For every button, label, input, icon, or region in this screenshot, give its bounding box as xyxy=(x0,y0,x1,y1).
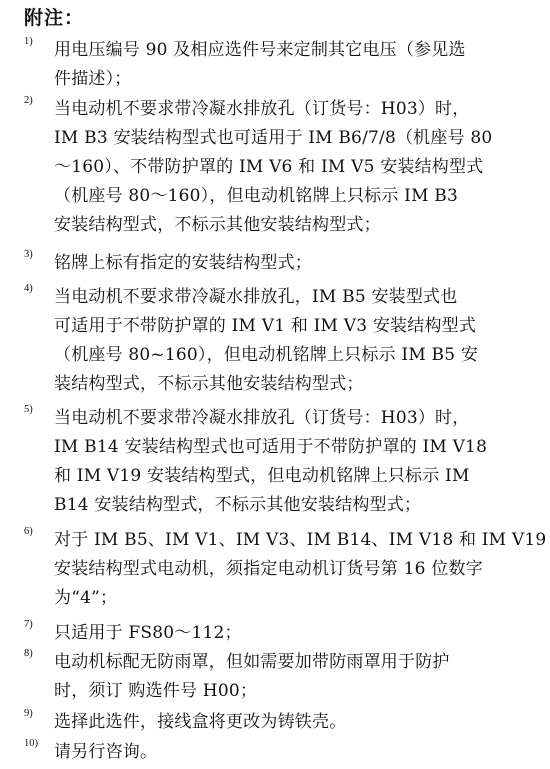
footnote-number: 1) xyxy=(24,36,33,47)
footnote-line: （机座号 80~160），但电动机铭牌上只标示 IM B5 安 xyxy=(54,345,479,365)
footnote-text xyxy=(54,708,534,737)
footnote-6 xyxy=(24,526,547,613)
footnote-text xyxy=(54,249,534,278)
footnote-1 xyxy=(24,36,534,94)
footnote-line: 件描述）； xyxy=(54,69,132,89)
footnote-10 xyxy=(24,738,534,767)
footnote-9 xyxy=(24,708,534,737)
footnote-number: 5) xyxy=(24,404,33,415)
footnote-line: 安装结构型式电动机，须指定电动机订货号第 16 位数字 xyxy=(54,559,483,579)
footnote-text xyxy=(54,95,534,240)
footnote-line: 和 IM V19 安装结构型式，但电动机铭牌上只标示 IM xyxy=(54,466,470,486)
footnote-2 xyxy=(24,95,534,240)
footnote-line: 当电动机不要求带冷凝水排放孔（订货号：H03）时， xyxy=(54,99,470,119)
footnote-line: 装结构型式，不标示其他安装结构型式； xyxy=(54,374,364,394)
footnote-number: 2) xyxy=(24,95,33,106)
footnote-number: 10) xyxy=(24,738,38,749)
footnote-line: 安装结构型式，不标示其他安装结构型式； xyxy=(54,215,381,235)
footnote-5 xyxy=(24,404,534,520)
footnote-line: B14 安装结构型式，不标示其他安装结构型式； xyxy=(54,495,422,515)
footnote-line: 为“4”； xyxy=(54,588,118,608)
footnote-text xyxy=(54,738,534,767)
footnote-3 xyxy=(24,249,534,278)
footnote-line: （机座号 80～160），但电动机铭牌上只标示 IM B3 xyxy=(54,186,459,206)
footnote-number: 7) xyxy=(24,619,33,630)
footnote-number: 6) xyxy=(24,526,33,537)
footnote-line: IM B14 安装结构型式也可适用于不带防护罩的 IM V18 xyxy=(54,437,488,457)
footnote-line: 只适用于 FS80～112； xyxy=(54,623,242,643)
footnote-line: 铭牌上标有指定的安装结构型式； xyxy=(54,253,312,273)
footnote-line: 请另行咨询。 xyxy=(54,742,158,762)
footnote-number: 4) xyxy=(24,283,33,294)
footnote-text xyxy=(54,283,534,399)
footnote-text xyxy=(54,648,534,706)
footnote-line: 对于 IM B5、IM V1、IM V3、IM B14、IM V18 和 IM V19 xyxy=(54,530,547,550)
footnote-number: 3) xyxy=(24,249,33,260)
footnote-line: 时，须订 购选件号 H00； xyxy=(54,681,258,701)
footnote-number: 9) xyxy=(24,708,33,719)
footnote-line: 用电压编号 90 及相应选件号来定制其它电压（参见选 xyxy=(54,40,466,60)
footnote-line: 当电动机不要求带冷凝水排放孔（订货号：H03）时， xyxy=(54,408,470,428)
footnote-8 xyxy=(24,648,534,706)
footnote-number: 8) xyxy=(24,648,33,659)
footnote-line: 当电动机不要求带冷凝水排放孔，IM B5 安装型式也 xyxy=(54,287,458,307)
footnote-text xyxy=(54,619,534,648)
notes-heading: 附注： xyxy=(24,7,85,29)
footnote-line: 电动机标配无防雨罩，但如需要加带防雨罩用于防护 xyxy=(54,652,450,672)
footnote-4 xyxy=(24,283,534,399)
footnote-text xyxy=(54,526,547,613)
footnote-line: 可适用于不带防护罩的 IM V1 和 IM V3 安装结构型式 xyxy=(54,316,477,336)
footnote-7 xyxy=(24,619,534,648)
footnote-text xyxy=(54,404,534,520)
footnote-line: ～160）、不带防护罩的 IM V6 和 IM V5 安装结构型式 xyxy=(54,157,484,177)
footnote-text xyxy=(54,36,534,94)
footnote-line: IM B3 安装结构型式也可适用于 IM B6/7/8（机座号 80 xyxy=(54,128,493,148)
footnote-line: 选择此选件，接线盒将更改为铸铁壳。 xyxy=(54,712,347,732)
